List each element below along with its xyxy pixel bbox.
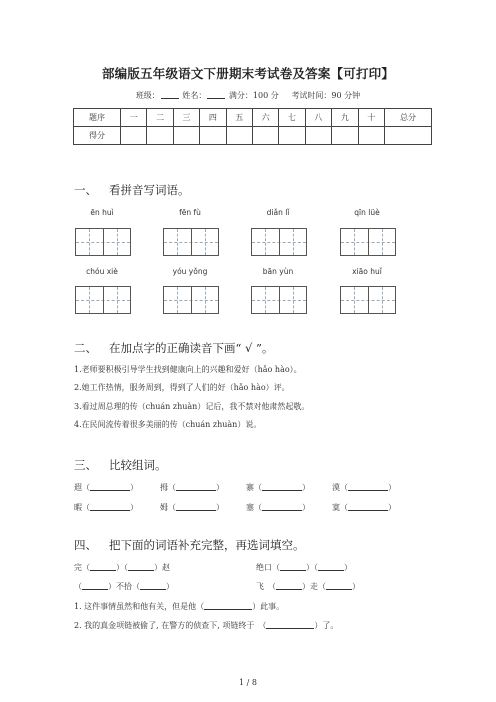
- section-4-title: 把下面的词语补充完整，再选词填空。: [109, 538, 305, 552]
- name-blank[interactable]: [207, 98, 225, 99]
- header-cell: 九: [332, 109, 358, 127]
- answer-blank[interactable]: [204, 609, 252, 610]
- class-blank[interactable]: [161, 98, 179, 99]
- score-table-header-row: [74, 109, 432, 127]
- score-cell[interactable]: [121, 127, 147, 145]
- score-cell[interactable]: [226, 127, 252, 145]
- section-3-heading: [74, 457, 167, 473]
- idiom-fill: 完（ ）（ ）赵: [74, 563, 170, 572]
- idiom-fill: （ ）不拾（ ）: [74, 582, 174, 591]
- writing-grid[interactable]: [163, 286, 219, 314]
- section-4-number: 四、: [74, 538, 97, 552]
- pinyin-8: xiāo huǐ: [352, 267, 382, 276]
- answer-blank[interactable]: [326, 589, 352, 590]
- answer-blank[interactable]: [318, 570, 344, 571]
- question-line: 1.老师要积极引导学生找到健康向上的兴趣和爱好（hǎo hào）。: [74, 365, 302, 374]
- score-cell[interactable]: [385, 127, 432, 145]
- answer-blank[interactable]: [140, 589, 166, 590]
- name-label: 姓名：: [182, 91, 207, 100]
- header-cell: 十: [358, 109, 384, 127]
- answer-blank[interactable]: [82, 589, 108, 590]
- section-2-number: 二、: [74, 341, 97, 355]
- pinyin-6: yóu yǒng: [172, 267, 208, 276]
- score-cell[interactable]: [252, 127, 278, 145]
- header-cell: 八: [305, 109, 331, 127]
- header-cell: 三: [173, 109, 199, 127]
- section-1-title: 看拼音写词语。: [109, 183, 190, 197]
- answer-blank[interactable]: [90, 490, 130, 491]
- compare-item: 漠（ ）: [332, 483, 396, 492]
- class-label: 班级：: [135, 91, 160, 100]
- header-cell: 四: [200, 109, 226, 127]
- writing-grid[interactable]: [75, 286, 131, 314]
- question-line: 3.看过周总理的传（chuán zhuàn）记后，我不禁对他肃然起敬。: [74, 402, 310, 411]
- compare-item: 拇（ ）: [160, 483, 224, 492]
- idiom-fill: 飞 （ ）走（ ）: [256, 582, 360, 591]
- fill-question-2: 2. 我的真金项链被偷了, 在警方的侦查下, 项链终于 （ ）了。: [74, 621, 339, 630]
- writing-grid[interactable]: [251, 228, 307, 256]
- writing-grid[interactable]: [340, 286, 396, 314]
- compare-item: 塞（ ）: [246, 503, 310, 512]
- pinyin-1: ēn huì: [90, 208, 114, 217]
- score-cell[interactable]: [279, 127, 305, 145]
- exam-info: [0, 90, 496, 101]
- exam-title: 部编版五年级语文下册期末考试卷及答案【可打印】: [101, 66, 395, 81]
- compare-item: 姆（ ）: [160, 503, 224, 512]
- section-1-number: 一、: [74, 183, 97, 197]
- compare-item: 寞（ ）: [332, 503, 396, 512]
- score-label-cell: 得分: [74, 127, 121, 145]
- header-cell: 总分: [385, 109, 432, 127]
- answer-blank[interactable]: [128, 570, 154, 571]
- header-cell: 一: [121, 109, 147, 127]
- answer-blank[interactable]: [348, 490, 388, 491]
- writing-grid[interactable]: [163, 228, 219, 256]
- answer-blank[interactable]: [262, 510, 302, 511]
- header-cell: 七: [279, 109, 305, 127]
- question-line: 4.在民间流传着很多美丽的传（chuán zhuàn）说。: [74, 420, 262, 429]
- writing-grid[interactable]: [251, 286, 307, 314]
- section-2-title: 在加点字的正确读音下画“ √ ”。: [109, 341, 274, 355]
- answer-blank[interactable]: [90, 510, 130, 511]
- score-cell[interactable]: [200, 127, 226, 145]
- header-cell: 六: [252, 109, 278, 127]
- pinyin-7: bān yùn: [262, 267, 294, 276]
- score-cell[interactable]: [305, 127, 331, 145]
- header-cell: 五: [226, 109, 252, 127]
- header-cell: 题序: [74, 109, 121, 127]
- answer-blank[interactable]: [266, 628, 314, 629]
- exam-time: 考试时间：90 分钟: [291, 91, 361, 100]
- score-cell[interactable]: [173, 127, 199, 145]
- section-1-heading: [74, 182, 190, 198]
- pinyin-2: fēn fù: [179, 208, 201, 217]
- answer-blank[interactable]: [90, 570, 116, 571]
- compare-item: 寨（ ）: [246, 483, 310, 492]
- section-4-heading: [74, 537, 305, 553]
- section-3-title: 比较组词。: [109, 458, 167, 472]
- answer-blank[interactable]: [176, 510, 216, 511]
- question-line: 2.她工作热情，服务周到，得到了人们的好（hǎo hào）评。: [74, 383, 290, 392]
- score-cell[interactable]: [147, 127, 173, 145]
- fill-question-1: 1. 这件事情虽然和他有关，但是他（ ）此事。: [74, 602, 285, 611]
- writing-grid[interactable]: [75, 228, 131, 256]
- answer-blank[interactable]: [262, 490, 302, 491]
- full-score: 满分：100 分: [228, 91, 279, 100]
- answer-blank[interactable]: [176, 490, 216, 491]
- idiom-fill: 绝口（ ）（ ）: [256, 563, 352, 572]
- section-2-heading: [74, 340, 273, 356]
- score-table-score-row: [74, 127, 432, 145]
- section-3-number: 三、: [74, 458, 97, 472]
- pinyin-5: chóu xiè: [86, 267, 118, 276]
- writing-grid[interactable]: [340, 228, 396, 256]
- compare-item: 遐（ ）: [74, 483, 138, 492]
- header-cell: 二: [147, 109, 173, 127]
- page-number: 1 / 8: [239, 678, 257, 687]
- score-table: [73, 108, 432, 145]
- answer-blank[interactable]: [280, 570, 306, 571]
- answer-blank[interactable]: [276, 589, 302, 590]
- score-cell[interactable]: [332, 127, 358, 145]
- pinyin-3: diǎn lǐ: [266, 208, 290, 217]
- answer-blank[interactable]: [348, 510, 388, 511]
- pinyin-4: qīn lüè: [354, 208, 380, 217]
- score-cell[interactable]: [358, 127, 384, 145]
- compare-item: 暇（ ）: [74, 503, 138, 512]
